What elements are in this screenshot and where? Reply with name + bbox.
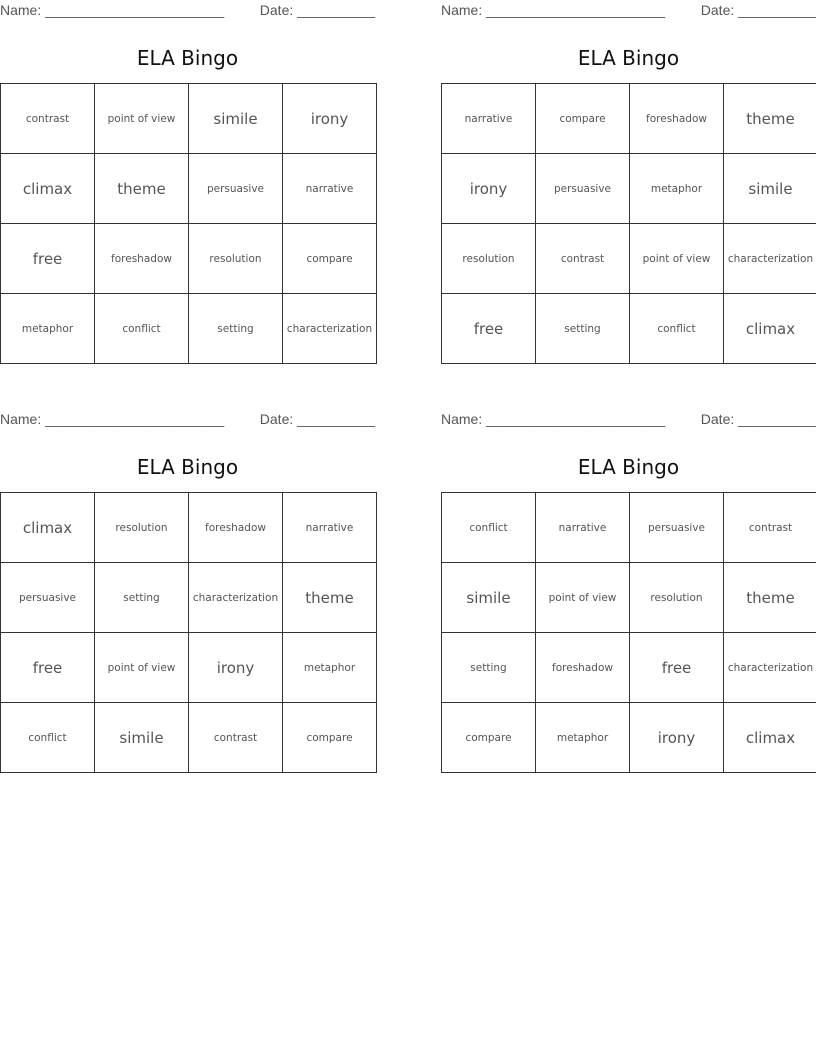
bingo-cell: metaphor [630,154,724,224]
bingo-cell: point of view [95,633,189,703]
bingo-cell: theme [724,84,816,154]
bingo-cell: simile [724,154,816,224]
bingo-row [1,703,377,773]
bingo-cell: theme [283,563,377,633]
bingo-cell: foreshadow [630,84,724,154]
name-date-line [441,409,816,431]
bingo-cell: simile [189,84,283,154]
bingo-cell: compare [442,703,536,773]
bingo-cell: irony [630,703,724,773]
bingo-cell: free [1,633,95,703]
card-title: ELA Bingo [577,46,680,70]
bingo-row [1,154,377,224]
bingo-cell: compare [536,84,630,154]
bingo-row [442,493,816,563]
bingo-grid [0,83,377,364]
bingo-cell: resolution [189,224,283,294]
bingo-cell: metaphor [1,294,95,364]
bingo-cell: conflict [1,703,95,773]
bingo-cell: point of view [95,84,189,154]
bingo-cell: setting [95,563,189,633]
bingo-cell: metaphor [283,633,377,703]
bingo-cell: free [1,224,95,294]
bingo-cell: setting [442,633,536,703]
bingo-cell: irony [283,84,377,154]
bingo-cell: free [442,294,536,364]
bingo-grid [441,492,816,773]
bingo-row [442,224,816,294]
date-field-label: Date: __________ [700,2,816,18]
bingo-row [442,84,816,154]
bingo-cell: climax [1,493,95,563]
bingo-cell: persuasive [1,563,95,633]
bingo-cell: contrast [189,703,283,773]
bingo-cell: compare [283,224,377,294]
bingo-card [0,409,375,773]
bingo-row [1,633,377,703]
name-field-label: Name: _______________________ [0,411,225,427]
bingo-cell: irony [189,633,283,703]
bingo-card [0,0,375,364]
date-field-label: Date: __________ [259,411,375,427]
bingo-cell: foreshadow [95,224,189,294]
bingo-cell: climax [724,703,816,773]
bingo-cell: narrative [283,154,377,224]
name-date-line [0,0,375,22]
name-field-label: Name: _______________________ [0,2,225,18]
bingo-cell: conflict [95,294,189,364]
bingo-cell: conflict [442,493,536,563]
bingo-row [1,563,377,633]
bingo-cell: climax [724,294,816,364]
bingo-cell: point of view [630,224,724,294]
date-field-label: Date: __________ [700,411,816,427]
card-title: ELA Bingo [136,455,239,479]
name-date-line [0,409,375,431]
bingo-cell: characterization [724,633,816,703]
bingo-cell: persuasive [189,154,283,224]
bingo-cell: resolution [95,493,189,563]
name-field-label: Name: _______________________ [441,411,666,427]
bingo-row [442,703,816,773]
bingo-cell: contrast [536,224,630,294]
bingo-row [1,84,377,154]
bingo-cell: narrative [536,493,630,563]
bingo-cell: characterization [189,563,283,633]
date-field-label: Date: __________ [259,2,375,18]
bingo-cell: resolution [442,224,536,294]
bingo-cell: narrative [442,84,536,154]
bingo-cell: setting [536,294,630,364]
bingo-row [1,224,377,294]
bingo-cell: narrative [283,493,377,563]
bingo-cell: setting [189,294,283,364]
bingo-cell: persuasive [630,493,724,563]
bingo-row [442,154,816,224]
bingo-cell: simile [442,563,536,633]
bingo-cell: contrast [1,84,95,154]
bingo-cell: contrast [724,493,816,563]
bingo-card [441,0,816,364]
bingo-cell: persuasive [536,154,630,224]
bingo-cell: foreshadow [189,493,283,563]
bingo-cell: foreshadow [536,633,630,703]
bingo-cell: theme [95,154,189,224]
bingo-card [441,409,816,773]
bingo-cell: compare [283,703,377,773]
bingo-cell: simile [95,703,189,773]
bingo-cell: conflict [630,294,724,364]
name-date-line [441,0,816,22]
bingo-cell: free [630,633,724,703]
bingo-cell: characterization [724,224,816,294]
bingo-row [442,563,816,633]
bingo-row [442,294,816,364]
bingo-cell: characterization [283,294,377,364]
bingo-cell: metaphor [536,703,630,773]
bingo-grid [0,492,377,773]
card-title: ELA Bingo [577,455,680,479]
bingo-row [1,493,377,563]
bingo-row [1,294,377,364]
bingo-cell: theme [724,563,816,633]
bingo-cell: resolution [630,563,724,633]
name-field-label: Name: _______________________ [441,2,666,18]
bingo-cell: climax [1,154,95,224]
bingo-cell: irony [442,154,536,224]
bingo-row [442,633,816,703]
bingo-cell: point of view [536,563,630,633]
card-title: ELA Bingo [136,46,239,70]
bingo-grid [441,83,816,364]
